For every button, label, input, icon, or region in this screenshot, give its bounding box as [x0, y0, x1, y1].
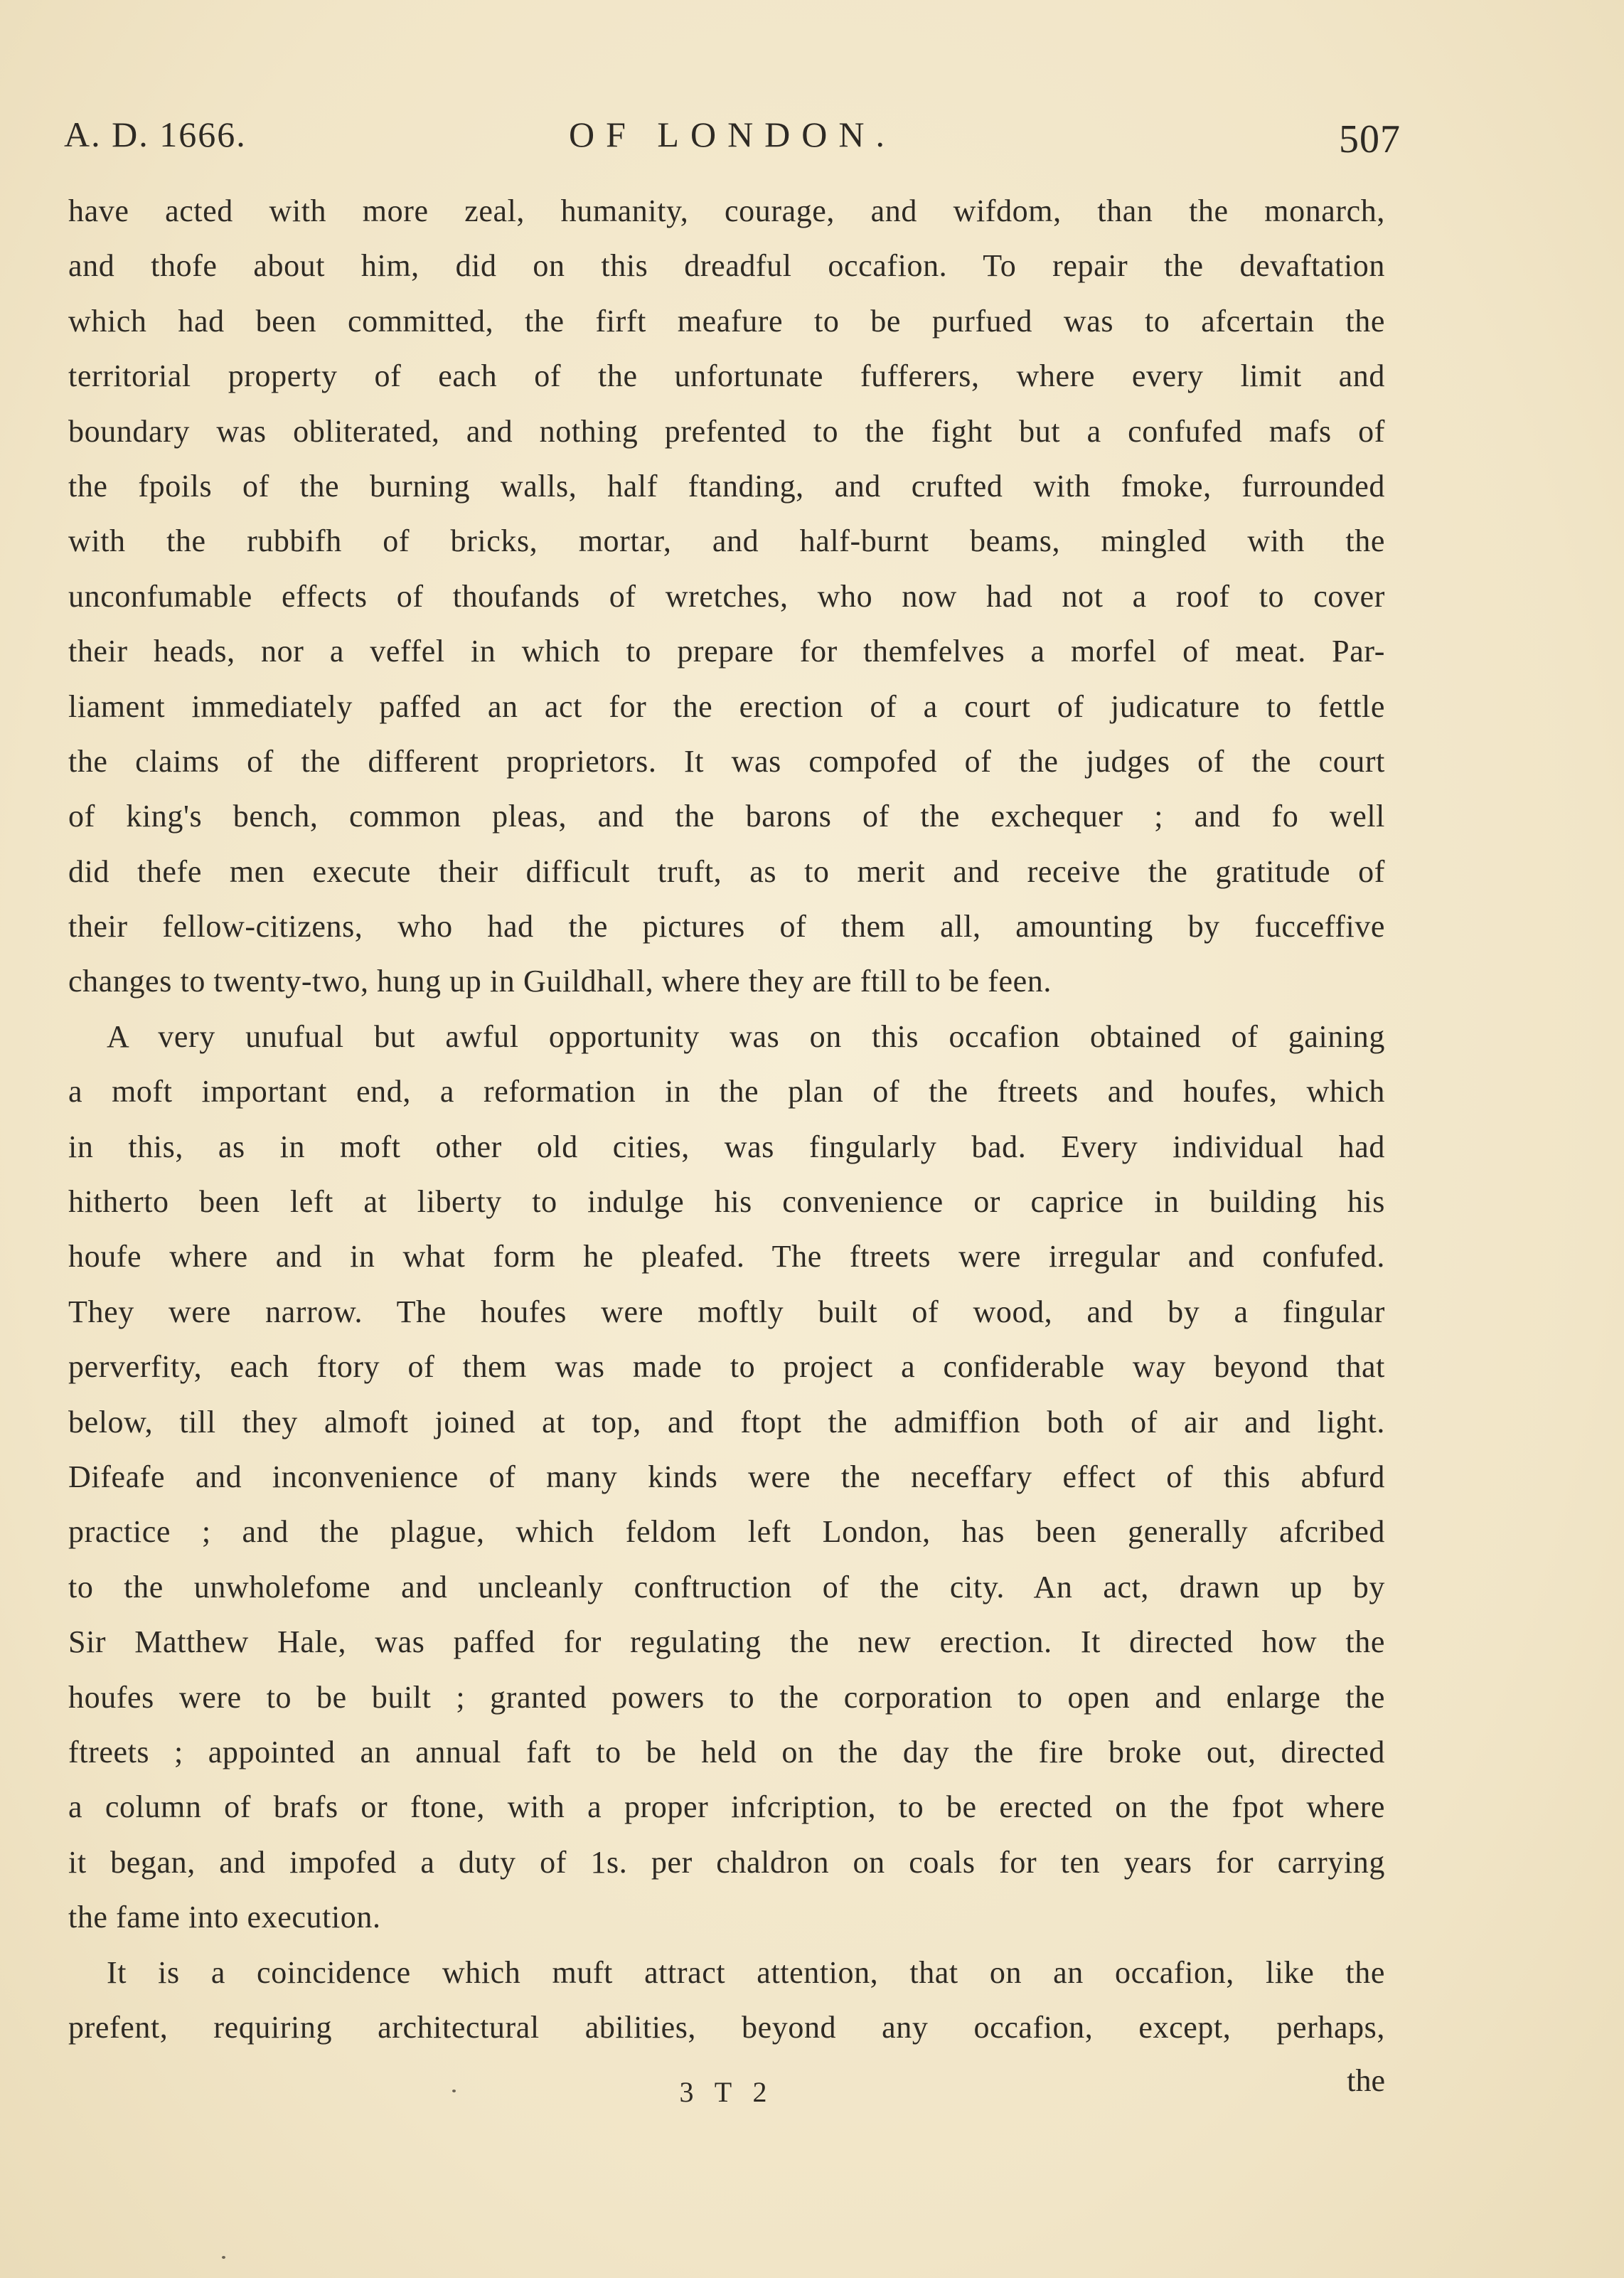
text-line: Sir Matthew Hale, was paffed for regulating the new erection. It directed how the: [68, 1624, 1385, 1660]
text-line: a moft important end, a reformation in the plan of the ftreets and houfes, which: [68, 1074, 1385, 1109]
text-line: and thofe about him, did on this dreadful occafion. To repair the devaftation: [68, 248, 1385, 284]
text-line: They were narrow. The houfes were moftly built of wood, and by a fingular: [68, 1294, 1385, 1329]
text-line: A very unufual but awful opportunity was on this occafion obtained of gaining: [107, 1018, 1385, 1054]
signature-mark: 3 T 2: [679, 2076, 774, 2108]
text-line: have acted with more zeal, humanity, courage, and wifdom, than the monarch,: [68, 193, 1385, 228]
text-line: practice ; and the plague, which feldom left London, has been generally afcribed: [68, 1514, 1385, 1550]
text-line: liament immediately paffed an act for the erection of a court of judicature to fettle: [68, 688, 1385, 724]
text-line: changes to twenty-two, hung up in Guildhall, where they are ftill to be feen.: [68, 964, 1052, 999]
text-line: to the unwholefome and uncleanly conftruction of the city. An act, drawn up by: [68, 1569, 1385, 1604]
text-line: unconfumable effects of thoufands of wretches, who now had not a roof to cover: [68, 578, 1385, 614]
running-header: [64, 107, 1401, 164]
text-line: did thefe men execute their difficult truft, as to merit and receive the gratitude of: [68, 853, 1385, 889]
text-line: the claims of the different proprietors. It was compofed of the judges of the court: [68, 743, 1385, 779]
catchword: the: [1347, 2063, 1385, 2098]
text-line: of king's bench, common pleas, and the barons of the exchequer ; and fo well: [68, 799, 1385, 834]
text-line: hitherto been left at liberty to indulge his convenience or caprice in building his: [68, 1184, 1385, 1220]
text-line: below, till they almoft joined at top, and ftopt the admiffion both of air and light.: [68, 1404, 1385, 1439]
text-line: with the rubbifh of bricks, mortar, and half-burnt beams, mingled with the: [68, 523, 1385, 559]
text-line: ftreets ; appointed an annual faft to be held on the day the fire broke out, directed: [68, 1734, 1385, 1769]
text-line: their fellow-citizens, who had the pictures of them all, amounting by fucceffive: [68, 909, 1385, 944]
text-line: boundary was obliterated, and nothing prefented to the fight but a confufed mafs of: [68, 413, 1385, 449]
text-line: territorial property of each of the unfortunate fufferers, where every limit and: [68, 358, 1385, 394]
text-line: Difeafe and inconvenience of many kinds were the neceffary effect of this abfurd: [68, 1459, 1385, 1494]
text-line: a column of brafs or ftone, with a proper infcription, to be erected on the fpot where: [68, 1789, 1385, 1825]
page-number: 507: [1339, 117, 1401, 161]
text-line: it began, and impofed a duty of 1s. per chaldron on coals for ten years for carrying: [68, 1844, 1385, 1880]
print-speck: [222, 2256, 225, 2259]
text-line: prefent, requiring architectural abilities, beyond any occafion, except, perhaps,: [68, 2009, 1385, 2045]
text-line: houfe where and in what form he pleafed. The ftreets were irregular and confufed.: [68, 1239, 1385, 1274]
header-year: A. D. 1666.: [64, 115, 247, 154]
body-text: [68, 183, 1385, 2055]
page-footer: [68, 2063, 1385, 2119]
text-line: perverfity, each ftory of them was made to project a confiderable way beyond that: [68, 1349, 1385, 1385]
text-line: houfes were to be built ; granted powers to the corporation to open and enlarge the: [68, 1679, 1385, 1715]
text-line: the fame into execution.: [68, 1900, 381, 1935]
text-line: It is a coincidence which muft attract attention, that on an occafion, like the: [107, 1954, 1385, 1990]
header-title: OF LONDON.: [569, 115, 896, 154]
text-line: which had been committed, the firft meafure to be purfued was to afcertain the: [68, 303, 1385, 339]
text-line: in this, as in moft other old cities, was fingularly bad. Every individual had: [68, 1129, 1385, 1164]
text-line: the fpoils of the burning walls, half ftanding, and crufted with fmoke, furrounded: [68, 468, 1385, 504]
text-line: their heads, nor a veffel in which to prepare for themfelves a morfel of meat. Par-: [68, 634, 1385, 669]
